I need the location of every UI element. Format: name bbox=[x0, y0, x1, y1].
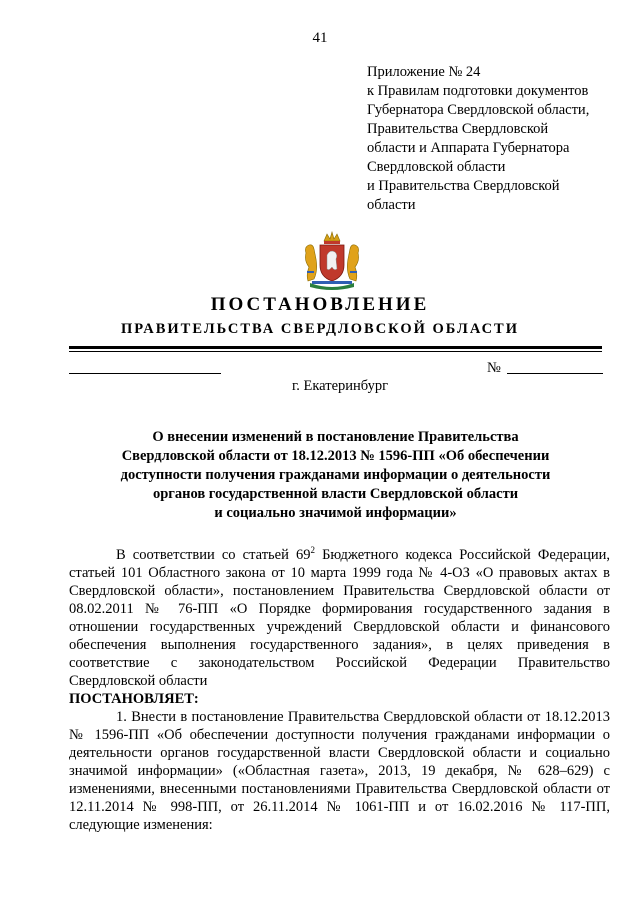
preamble-text-rest: Бюджетного кодекса Российской Федерации, статьей 101 Областного закона от 10 марта 1999 года № 4-ОЗ «О правовых актах в Свердловской области», постановлением Правительства Свердловской области от 08.02.2011 № 76-ПП «О Порядке формирования государственного задания в отношении государственных учреждений Свердловской области и финансового обеспечения выполнения государственного задания», в целях приведения в соответствие с законодательством Российской Федерации Правительство Свердловской области bbox=[69, 547, 610, 689]
page-number: 41 bbox=[312, 30, 328, 46]
number-blank-line bbox=[507, 373, 603, 374]
number-label: № bbox=[487, 360, 501, 376]
appendix-line: и Правительства Свердловской bbox=[367, 178, 560, 194]
document-body bbox=[69, 546, 610, 834]
document-title-line: органов государственной власти Свердловской области bbox=[152, 486, 519, 502]
appendix-line: Правительства Свердловской bbox=[367, 121, 549, 137]
coat-of-arms-icon bbox=[300, 231, 364, 291]
clause-1-paragraph: 1. Внести в постановление Правительства Свердловской области от 18.12.2013 № 1596-ПП «Об обеспечении доступности получения гражданами информации о деятельности органов государственной власти Свердловской области и социально значимой информации» («Областная газета», 2013, 19 декабря, № 628–629) с изменениями, внесенными постановлениями Правительства Свердловской области от 12.11.2014 № 998-ПП, от 26.11.2014 № 1061-ПП и от 16.02.2016 № 117-ПП, следующие изменения: bbox=[69, 709, 610, 833]
resolves-heading: ПОСТАНОВЛЯЕТ: bbox=[69, 691, 199, 707]
header-divider-thick bbox=[69, 346, 602, 349]
document-title-line: доступности получения гражданами информации о деятельности bbox=[120, 467, 551, 483]
appendix-line: к Правилам подготовки документов bbox=[367, 83, 589, 99]
document-title-line: О внесении изменений в постановление Правительства bbox=[152, 429, 519, 445]
appendix-line: Губернатора Свердловской области, bbox=[367, 102, 590, 118]
preamble-text-start: В соответствии со статьей 69 bbox=[116, 547, 311, 563]
city-label: г. Екатеринбург bbox=[291, 378, 389, 394]
decree-title: ПОСТАНОВЛЕНИЕ bbox=[210, 294, 430, 315]
article-superscript: 2 bbox=[310, 545, 315, 555]
appendix-note bbox=[367, 63, 627, 215]
appendix-line: области bbox=[367, 197, 416, 213]
date-blank-line bbox=[69, 373, 221, 374]
document-title-line: и социально значимой информации» bbox=[214, 505, 457, 521]
appendix-line: области и Аппарата Губернатора bbox=[367, 140, 570, 156]
header-divider-thin bbox=[69, 351, 602, 352]
document-title bbox=[69, 428, 602, 523]
document-title-line: Свердловской области от 18.12.2013 № 1596-ПП «Об обеспечении bbox=[121, 448, 550, 464]
decree-subtitle: ПРАВИТЕЛЬСТВА СВЕРДЛОВСКОЙ ОБЛАСТИ bbox=[120, 321, 520, 337]
appendix-line: Приложение № 24 bbox=[367, 64, 481, 80]
preamble-paragraph bbox=[69, 546, 610, 690]
appendix-line: Свердловской области bbox=[367, 159, 506, 175]
